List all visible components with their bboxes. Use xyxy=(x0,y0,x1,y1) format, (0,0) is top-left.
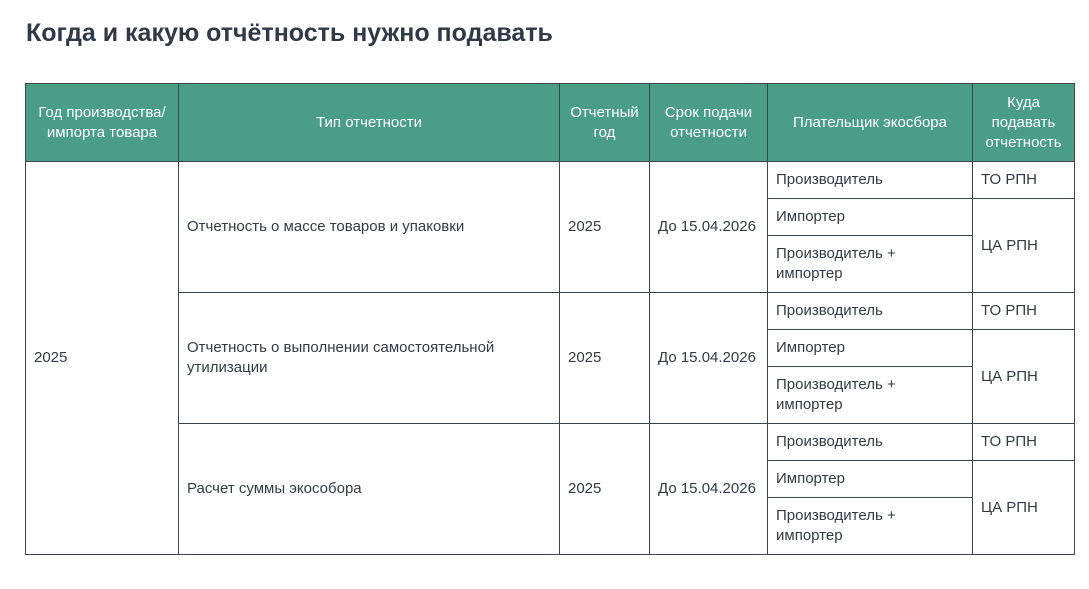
destination-cell: ЦА РПН xyxy=(973,330,1075,424)
table-row xyxy=(26,424,1075,461)
reporting-year-cell: 2025 xyxy=(560,293,650,424)
production-year-cell: 2025 xyxy=(26,162,179,555)
reporting-year-cell: 2025 xyxy=(560,424,650,555)
deadline-cell: До 15.04.2026 xyxy=(650,293,768,424)
header-reporting-year: Отчетный год xyxy=(560,84,650,162)
payer-cell: Импортер xyxy=(768,461,973,498)
destination-cell: ТО РПН xyxy=(973,424,1075,461)
header-production-year: Год производства/ импорта товара xyxy=(26,84,179,162)
header-payer: Плательщик экосбора xyxy=(768,84,973,162)
header-report-type: Тип отчетности xyxy=(179,84,560,162)
payer-cell: Производитель + импортер xyxy=(768,236,973,293)
table-row xyxy=(26,293,1075,330)
payer-cell: Производитель xyxy=(768,424,973,461)
payer-cell: Производитель xyxy=(768,293,973,330)
report-type-cell: Отчетность о массе товаров и упаковки xyxy=(179,162,560,293)
report-type-cell: Отчетность о выполнении самостоятельной утилизации xyxy=(179,293,560,424)
payer-cell: Импортер xyxy=(768,199,973,236)
report-type-cell: Расчет суммы экособора xyxy=(179,424,560,555)
destination-cell: ЦА РПН xyxy=(973,199,1075,293)
reporting-year-cell: 2025 xyxy=(560,162,650,293)
payer-cell: Производитель xyxy=(768,162,973,199)
header-deadline: Срок подачи отчетности xyxy=(650,84,768,162)
table-header-row xyxy=(26,84,1075,162)
deadline-cell: До 15.04.2026 xyxy=(650,424,768,555)
deadline-cell: До 15.04.2026 xyxy=(650,162,768,293)
destination-cell: ТО РПН xyxy=(973,293,1075,330)
page-title: Когда и какую отчётность нужно подавать xyxy=(26,19,553,47)
payer-cell: Производитель + импортер xyxy=(768,498,973,555)
payer-cell: Импортер xyxy=(768,330,973,367)
destination-cell: ТО РПН xyxy=(973,162,1075,199)
payer-cell: Производитель + импортер xyxy=(768,367,973,424)
destination-cell: ЦА РПН xyxy=(973,461,1075,555)
header-destination: Куда подавать отчетность xyxy=(973,84,1075,162)
reporting-table xyxy=(25,83,1075,555)
table-row xyxy=(26,162,1075,199)
